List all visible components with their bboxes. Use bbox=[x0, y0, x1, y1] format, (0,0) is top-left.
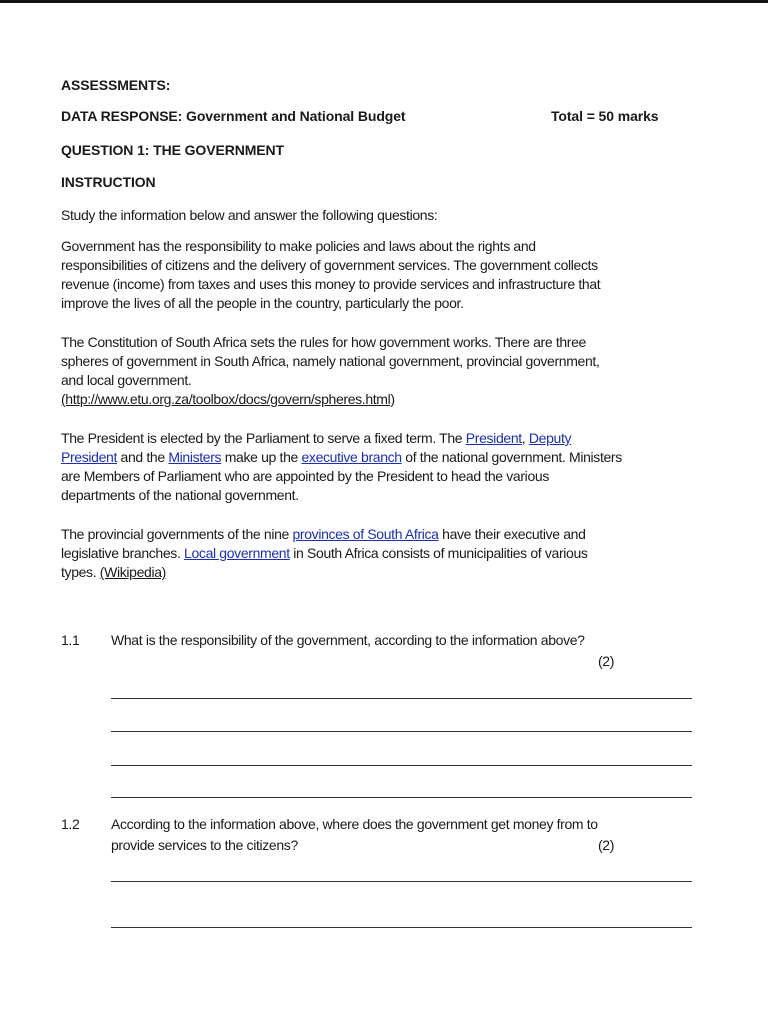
paragraph-text: The provincial governments of the nine bbox=[61, 526, 293, 542]
paragraph-text: make up the bbox=[221, 449, 302, 465]
instruction-heading: INSTRUCTION bbox=[61, 174, 156, 190]
answer-line[interactable] bbox=[111, 797, 692, 798]
question-title: QUESTION 1: THE GOVERNMENT bbox=[61, 142, 284, 158]
paragraph-line: improve the lives of all the people in the country, particularly the poor. bbox=[61, 295, 464, 311]
question-text: According to the information above, where does the government get money from to bbox=[111, 816, 598, 832]
paragraph-text: , bbox=[521, 430, 529, 446]
question-text: What is the responsibility of the government, according to the information above? bbox=[111, 632, 585, 648]
paragraph-text: The President is elected by the Parliament to serve a fixed term. The bbox=[61, 430, 466, 446]
source-link-etu[interactable]: (http://www.etu.org.za/toolbox/docs/govern/spheres.html) bbox=[61, 391, 395, 407]
link-wikipedia[interactable]: (Wikipedia) bbox=[99, 564, 166, 580]
paragraph-line: revenue (income) from taxes and uses this money to provide services and infrastructure that bbox=[61, 276, 601, 292]
paragraph-text: in South Africa consists of municipalities of various bbox=[289, 545, 588, 561]
question-marks: (2) bbox=[598, 837, 615, 853]
paragraph-line: and local government. bbox=[61, 372, 192, 388]
link-ministers[interactable]: Ministers bbox=[168, 449, 222, 465]
paragraph-constitution bbox=[61, 333, 600, 409]
answer-line[interactable] bbox=[111, 765, 692, 766]
answer-line[interactable] bbox=[111, 731, 692, 732]
intro-text: Study the information below and answer the following questions: bbox=[61, 207, 438, 223]
paragraph-text: types. bbox=[61, 564, 100, 580]
question-number: 1.2 bbox=[61, 816, 80, 832]
question-text: provide services to the citizens? bbox=[111, 837, 298, 853]
link-president[interactable]: President bbox=[465, 430, 522, 446]
link-provinces[interactable]: provinces of South Africa bbox=[292, 526, 439, 542]
paragraph-line: responsibilities of citizens and the delivery of government services. The government collects bbox=[61, 257, 598, 273]
link-deputy-president-cont[interactable]: President bbox=[61, 449, 117, 465]
paragraph-president bbox=[61, 429, 622, 505]
answer-line[interactable] bbox=[111, 881, 692, 882]
paragraph-text: have their executive and bbox=[438, 526, 586, 542]
question-number: 1.1 bbox=[61, 632, 80, 648]
link-executive-branch[interactable]: executive branch bbox=[301, 449, 402, 465]
paragraph-text: and the bbox=[117, 449, 169, 465]
paragraph-line: are Members of Parliament who are appointed by the President to head the various bbox=[61, 468, 549, 484]
answer-line[interactable] bbox=[111, 927, 692, 928]
paragraph-text: of the national government. Ministers bbox=[401, 449, 622, 465]
paragraph-provinces bbox=[61, 525, 588, 582]
total-marks: Total = 50 marks bbox=[551, 108, 659, 124]
paragraph-line: spheres of government in South Africa, namely national government, provincial government, bbox=[61, 353, 600, 369]
top-border bbox=[0, 0, 768, 3]
link-local-government[interactable]: Local government bbox=[184, 545, 290, 561]
paragraph-line: The Constitution of South Africa sets the rules for how government works. There are three bbox=[61, 334, 586, 350]
paragraph-responsibility bbox=[61, 237, 600, 313]
section-heading-assessments: ASSESSMENTS: bbox=[61, 77, 171, 93]
paragraph-text: legislative branches. bbox=[61, 545, 185, 561]
link-deputy-president[interactable]: Deputy bbox=[528, 430, 572, 446]
question-marks: (2) bbox=[598, 653, 615, 669]
paragraph-line: departments of the national government. bbox=[61, 487, 299, 503]
answer-line[interactable] bbox=[111, 698, 692, 699]
data-response-title: DATA RESPONSE: Government and National Budget bbox=[61, 108, 406, 124]
paragraph-line: Government has the responsibility to make policies and laws about the rights and bbox=[61, 238, 536, 254]
